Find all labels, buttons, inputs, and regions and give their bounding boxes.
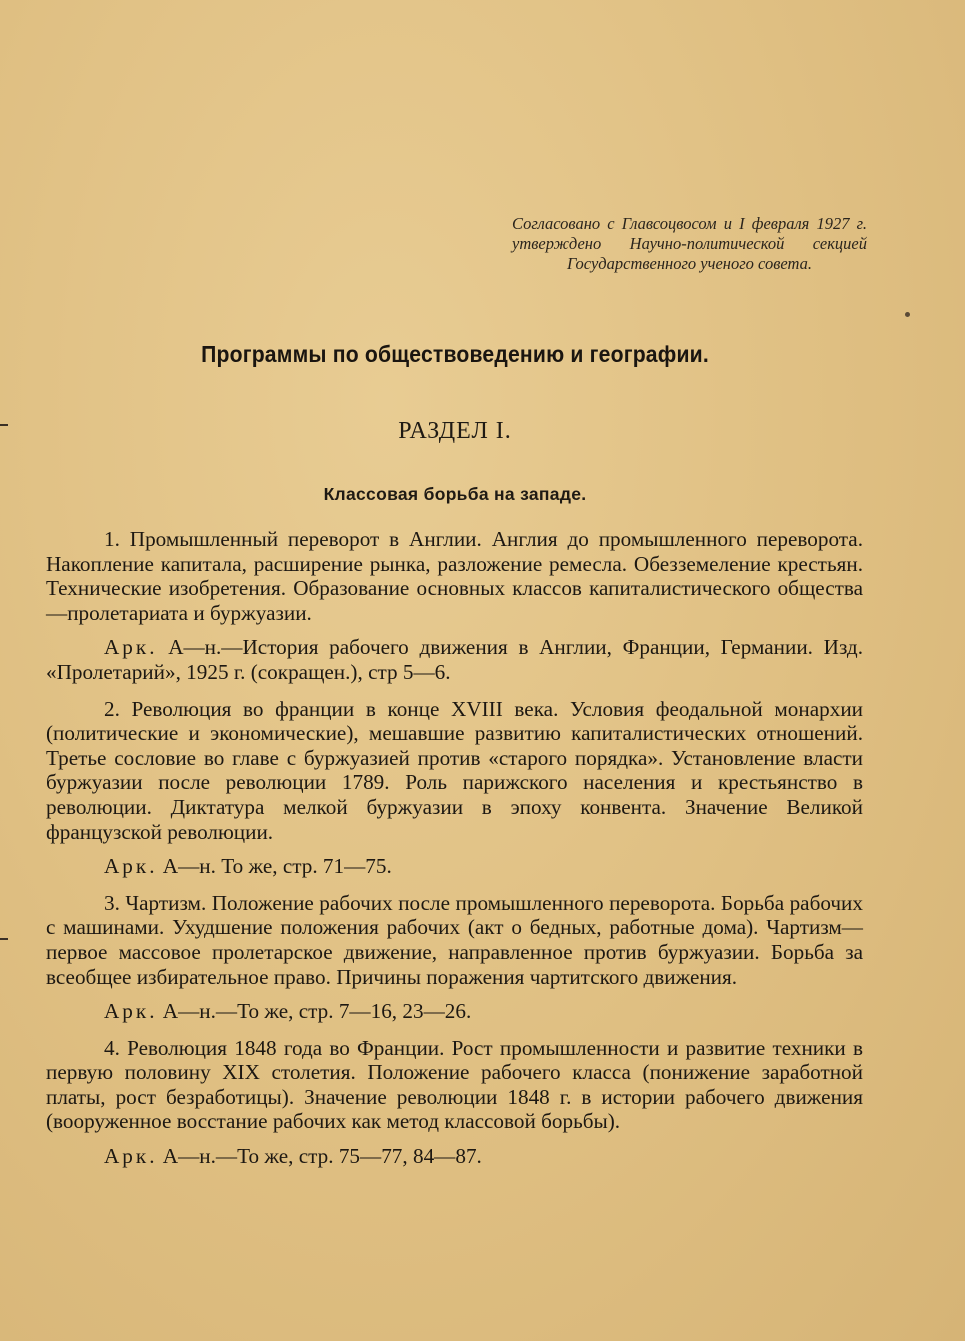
page-title: Программы по обществоведению и географии. <box>201 341 709 367</box>
document-body <box>46 527 863 1181</box>
item-reference-3 <box>46 999 863 1024</box>
reference-label: Арк. <box>104 635 158 660</box>
item-paragraph-3: 3. Чартизм. Положение рабочих после промышленного переворота. Борьба рабочих с машинами. Ухудшение положения рабочих (акт о бедных, работные дома). Чартизм—первое массовое пролетарское движение, направленное против буржуазии. Борьба за всеобщее избирательное право. Причины поражения чартитского движения. <box>46 890 863 989</box>
subsection-heading: Классовая борьба на западе. <box>323 484 587 504</box>
reference-text: А—н. То же, стр. 71—75. <box>162 854 392 879</box>
paper-speck <box>905 312 910 317</box>
reference-text: А—н.—История рабочего движения в Англии, Франции, Германии. Изд. «Пролетарий», 1925 г. (сокращен.), стр 5—6. <box>46 635 864 684</box>
item-reference-2 <box>46 854 863 879</box>
reference-text: А—н.—То же, стр. 75—77, 84—87. <box>162 1144 482 1169</box>
reference-label: Арк. <box>104 999 158 1024</box>
approval-note: Согласовано с Главсоцвосом и I февраля 1927 г. утверждено Научно-политической секцией Государственного ученого совета. <box>512 214 867 273</box>
item-reference-4 <box>46 1144 863 1169</box>
reference-label: Арк. <box>104 854 158 879</box>
reference-text: А—н.—То же, стр. 7—16, 23—26. <box>162 999 472 1024</box>
reference-label: Арк. <box>104 1144 158 1169</box>
item-paragraph-4: 4. Революция 1848 года во Франции. Рост промышленности и развитие техники в первую половину XIX столетия. Положение рабочего класса (понижение заработной платы, рост безработицы). Значение революции 1848 г. в истории рабочего движения (вооруженное восстание рабочих как метод классовой борьбы). <box>46 1035 863 1134</box>
section-heading: РАЗДЕЛ I. <box>398 418 512 444</box>
item-paragraph-2: 2. Революция во франции в конце XVIII века. Условия феодальной монархии (политические и экономические), мешавшие развитию капиталистических отношений. Третье сословие во главе с буржуазией против «старого порядка». Установление власти буржуазии после революции 1789. Роль парижского населения и крестьянство в революции. Диктатура мелкой буржуазии в эпоху конвента. Значение Великой французской революции. <box>46 696 863 844</box>
item-reference-1 <box>46 635 863 684</box>
item-paragraph-1: 1. Промышленный переворот в Англии. Англия до промышленного переворота. Накопление капитала, расширение рынка, разложение ремесла. Обезземеление крестьян. Технические изобретения. Образование основных классов капиталистического общества—пролетариата и буржуазии. <box>46 527 863 625</box>
page-edge-mark <box>0 938 8 940</box>
